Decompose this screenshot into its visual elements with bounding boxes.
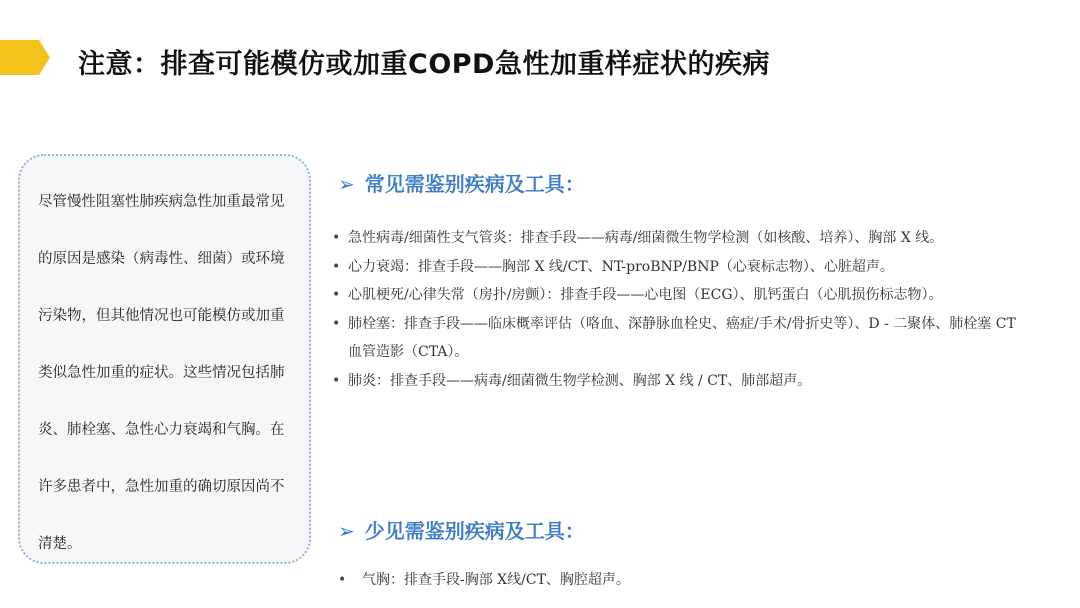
list-item: • 心力衰竭：排查手段——胸部 X 线/CT、NT-proBNP/BNP（心衰标志物）、心脏超声。: [330, 253, 1030, 282]
title-accent-bar: [0, 40, 50, 75]
summary-text: 尽管慢性阻塞性肺疾病急性加重最常见的原因是感染（病毒性、细菌）或环境污染物，但其他情况也可能模仿或加重类似急性加重的症状。这些情况包括肺炎、肺栓塞、急性心力衰竭和气胸。在许多患者中，急性加重的确切原因尚不清楚。: [38, 194, 285, 552]
rare-diseases-heading-label: 少见需鉴别疾病及工具：: [364, 519, 585, 543]
rare-diseases-heading: [338, 515, 585, 544]
arrow-icon: ➢: [338, 172, 355, 196]
summary-box: [18, 154, 311, 564]
common-diseases-heading: [338, 168, 585, 197]
common-diseases-heading-label: 常见需鉴别疾病及工具：: [364, 172, 585, 196]
list-item: • 肺炎：排查手段——病毒/细菌微生物学检测、胸部 X 线 / CT、肺部超声。: [330, 367, 1030, 396]
list-item: • 肺栓塞：排查手段——临床概率评估（咯血、深静脉血栓史、癌症/手术/骨折史等）、D - 二聚体、肺栓塞 CT 血管造影（CTA）。: [330, 310, 1030, 367]
rare-diseases-list: [336, 566, 1036, 595]
common-diseases-list: [330, 224, 1030, 395]
list-item: • 气胸：排查手段-胸部 X线/CT、胸腔超声。: [336, 566, 1036, 595]
list-item: • 心肌梗死/心律失常（房扑/房颤）：排查手段——心电图（ECG）、肌钙蛋白（心肌损伤标志物）。: [330, 281, 1030, 310]
list-item: • 急性病毒/细菌性支气管炎：排查手段——病毒/细菌微生物学检测（如核酸、培养）、胸部 X 线。: [330, 224, 1030, 253]
arrow-icon: ➢: [338, 519, 355, 543]
page-title: 注意：排查可能模仿或加重COPD急性加重样症状的疾病: [78, 49, 770, 80]
